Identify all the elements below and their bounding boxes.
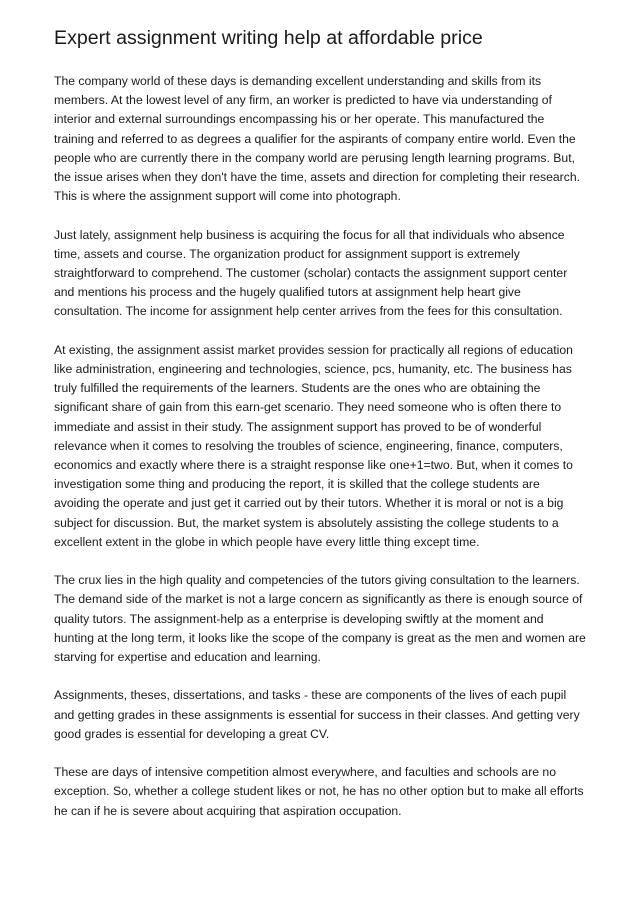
page-title: Expert assignment writing help at affordable price <box>54 27 483 49</box>
paragraph-2: Just lately, assignment help business is acquiring the focus for all that individuals who absence time, assets and course. The organization product for assignment support is extremely straightforward to comprehend. The customer (scholar) contacts the assignment support center and mentions his process and the hugely qualified tutors at assignment help heart give consultation. The income for assignment help center arrives from the fees for this consultation. <box>54 227 568 319</box>
document-page <box>54 24 586 840</box>
paragraph-1: The company world of these days is demanding excellent understanding and skills from its members. At the lowest level of any firm, an worker is predicted to have via understanding of interior and external surroundings encompassing his or her operate. This manufactured the training and referred to as degrees a qualifier for the aspirants of company entire world. Even the people who are currently there in the company world are perusing length learning programs. But, the issue arises when they don't have the time, assets and direction for completing their research. This is where the assignment support will come into photograph. <box>54 74 580 204</box>
paragraph-4: The crux lies in the high quality and competencies of the tutors giving consultation to the learners. The demand side of the market is not a large concern as significantly as there is enough source of quality tutors. The assignment-help as a enterprise is developing swiftly at the moment and hunting at the long term, it looks like the scope of the company is great as the men and women are starving for expertise and education and learning. <box>54 573 586 665</box>
paragraph-3: At existing, the assignment assist market provides session for practically all regions of education like administration, engineering and technologies, science, pcs, humanity, etc. The business has truly fulfilled the requirements of the learners. Students are the ones who are obtaining the significant share of gain from this earn-get scenario. They need someone who is often there to immediate and assist in their study. The assignment support has proved to be of wonderful relevance when it comes to resolving the troubles of science, engineering, finance, computers, economics and exactly where there is a straight response like one+1=two. But, when it comes to investigation some thing and producing the report, it is skilled that the college students are avoiding the operate and just get it carried out by their tutors. Whether it is moral or not is a big subject for discussion. But, the market system is absolutely assisting the college students to a excellent extent in the globe in which people have every little thing except time. <box>54 342 573 549</box>
paragraph-6: These are days of intensive competition almost everywhere, and faculties and schools are no exception. So, whether a college student likes or not, he has no other option but to make all efforts he can if he is severe about acquiring that aspiration occupation. <box>54 765 584 818</box>
paragraph-5: Assignments, theses, dissertations, and tasks - these are components of the lives of each pupil and getting grades in these assignments is essential for success in their classes. And getting very good grades is essential for developing a great CV. <box>54 688 580 741</box>
